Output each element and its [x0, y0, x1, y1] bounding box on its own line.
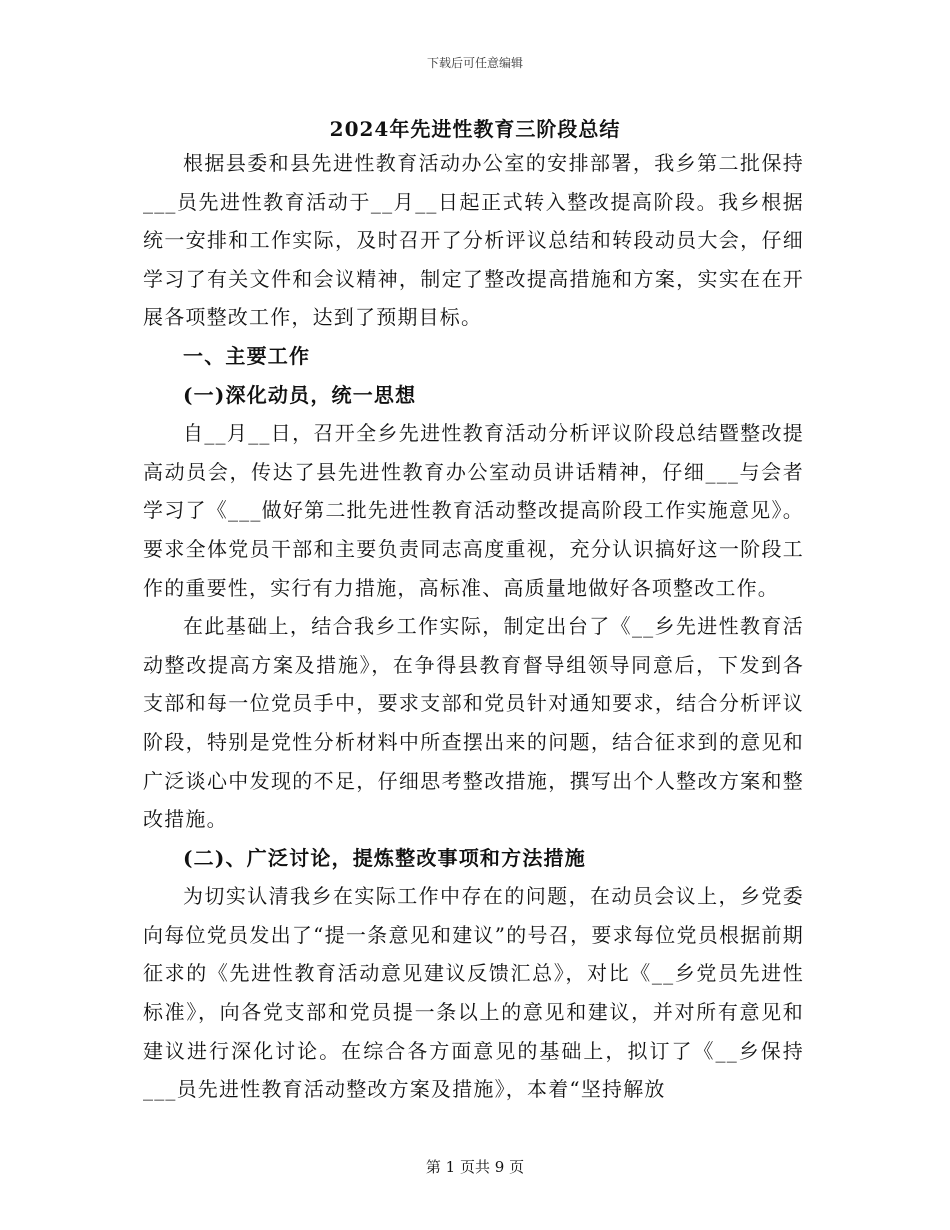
section-heading-main-work: 一、主要工作 [183, 343, 311, 368]
document-title: 2024年先进性教育三阶段总结 [329, 117, 621, 141]
paragraph-rectification-plan: 在此基础上，结合我乡工作实际，制定出台了《__乡先进性教育活动整改提高方案及措施》，在争得县教育督导组领导同意后，下发到各支部和每一位党员手中，要求支部和党员针对通知要求，结合分析评议阶段，特别是党性分析材料中所查摆出来的问题，结合征求到的意见和广泛谈心中发现的不足，仔细思考整改措施，撰写出个人整改方案和整改措施。 [143, 614, 804, 832]
subheading-discussion: (二)、广泛讨论，提炼整改事项和方法措施 [183, 845, 586, 870]
subheading-mobilization: (一)深化动员，统一思想 [183, 382, 417, 407]
page-number-footer: 第 1 页共 9 页 [425, 1158, 525, 1176]
document-body [143, 144, 804, 1109]
download-note: 下载后可任意编辑 [426, 56, 523, 70]
paragraph-mobilization-meeting: 自__月__日，召开全乡先进性教育活动分析评议阶段总结暨整改提高动员会，传达了县先进性教育办公室动员讲话精神，仔细___与会者学习了《___做好第二批先进性教育活动整改提高阶段工作实施意见》。要求全体党员干部和主要负责同志高度重视，充分认识搞好这一阶段工作的重要性，实行有力措施，高标准、高质量地做好各项整改工作。 [143, 421, 804, 600]
paragraph-intro: 根据县委和县先进性教育活动办公室的安排部署，我乡第二批保持___员先进性教育活动于__月__日起正式转入整改提高阶段。我乡根据统一安排和工作实际，及时召开了分析评议总结和转段动员大会，仔细学习了有关文件和会议精神，制定了整改提高措施和方案，实实在在开展各项整改工作，达到了预期目标。 [143, 151, 804, 330]
paragraph-discussion: 为切实认清我乡在实际工作中存在的问题，在动员会议上，乡党委向每位党员发出了“提一条意见和建议”的号召，要求每位党员根据前期征求的《先进性教育活动意见建议反馈汇总》，对比《__乡党员先进性标准》，向各党支部和党员提一条以上的意见和建议，并对所有意见和建议进行深化讨论。在综合各方面意见的基础上，拟订了《__乡保持___员先进性教育活动整改方案及措施》，本着“坚持解放 [143, 884, 804, 1102]
